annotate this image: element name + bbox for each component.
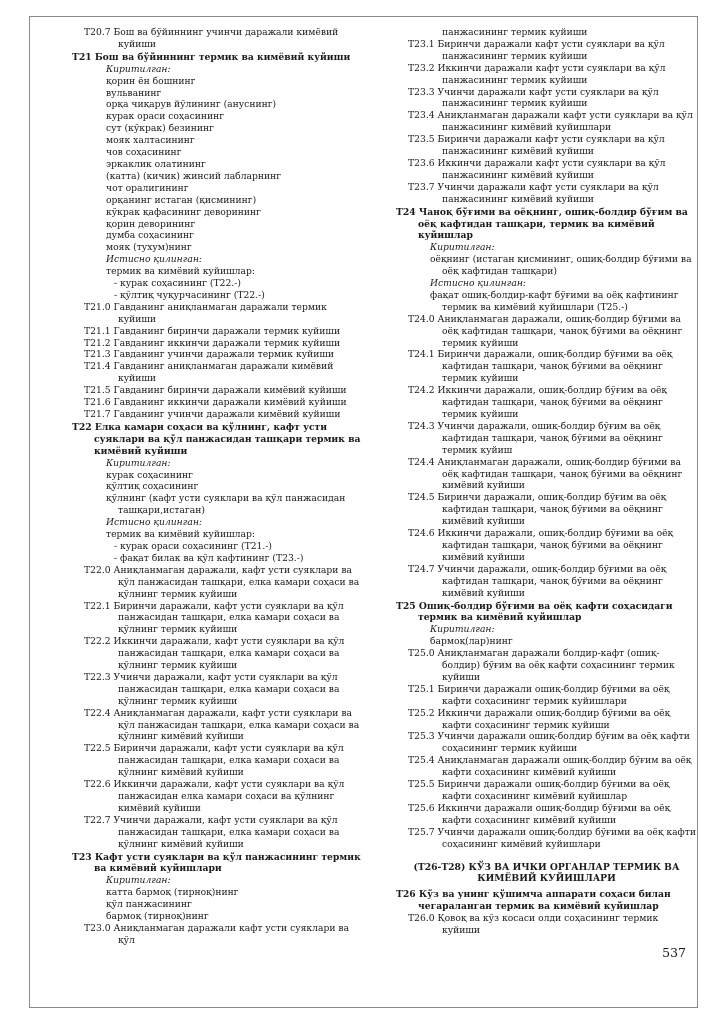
code-entry: T23.5 Биринчи даражали кафт усти суяклари ва қўл панжасининг кимёвий куйиши xyxy=(408,134,665,158)
inclusion-item: фақат ошиқ-болдир-кафт бўғими ва оёқ кафтининг термик ва кимёвий куйишлари (Т25.-) xyxy=(430,289,679,313)
inclusion-item: бармоқ (тирноқ)нинг xyxy=(106,911,209,923)
inclusion-item: термик ва кимёвий куйишлар: xyxy=(106,529,255,541)
inclusion-exclusion-label: Истисно қилинган: xyxy=(430,278,526,290)
code-entry: T22.5 Биринчи даражали, кафт усти суяклари ва қўл панжасидан ташқари, елка камари соҳаси ва қўлнинг кимёвий куйиши xyxy=(84,743,344,779)
code-entry: T26.0 Қовоқ ва кўз косаси олди соҳасининг термик куйиши xyxy=(408,913,659,937)
inclusion-item: эркаклик олатининг xyxy=(106,158,206,170)
code-entry: T24.3 Учинчи даражали, ошиқ-болдир бўғим ва оёқ кафтидан ташқари, чаноқ бўғими ва оёқнинг термик куйиш xyxy=(408,420,663,456)
inclusion-exclusion-label: Киритилган: xyxy=(430,242,495,254)
inclusion-item: кўкрак қафасининг деворининг xyxy=(106,206,261,218)
code-entry: T24.4 Аниқланмаган даражали, ошиқ-болдир бўғими ва оёқ кафтидан ташқари, чаноқ бўғими ва оёқнинг кимёвий куйиши xyxy=(408,456,683,492)
inclusion-exclusion-label: Истисно қилинган: xyxy=(106,254,202,266)
inclusion-item: қўлнинг (кафт усти суяклари ва қўл панжасидан ташқари,истаган) xyxy=(106,493,346,517)
inclusion-item: (катта) (кичик) жинсий лабларнинг xyxy=(106,170,282,182)
inclusion-item: қорин деворининг xyxy=(106,218,196,230)
code-heading: T26 Кўз ва унинг қўшимча аппарати соҳаси билан чегараланган термик ва кимёвий куйишлар xyxy=(396,889,671,913)
code-heading: T25 Ошиқ-болдир бўғими ва оёқ кафти соҳасидаги термик ва кимёвий куйишлар xyxy=(396,600,673,624)
code-heading: T21 Бош ва бўйиннинг термик ва кимёвий куйиши xyxy=(72,51,351,63)
code-entry: T21.0 Гавданинг аниқланмаган даражали термик куйиши xyxy=(84,301,327,325)
code-entry: T25.6 Иккинчи даражали ошиқ-болдир бўғими ва оёқ кафти соҳасининг кимёвий куйиши xyxy=(408,802,671,826)
inclusion-exclusion-label: Киритилган: xyxy=(106,875,171,887)
code-entry: T25.3 Учинчи даражали ошиқ-болдир бўғим ва оёқ кафти соҳасининг термик куйиши xyxy=(408,731,690,755)
code-entry: T21.2 Гавданинг иккинчи даражали термик куйиши xyxy=(84,337,341,349)
inclusion-item: термик ва кимёвий куйишлар: xyxy=(106,266,255,278)
code-entry: T25.1 Биринчи даражали ошиқ-болдир бўғими ва оёқ кафти соҳасининг термик куйишлари xyxy=(408,683,670,707)
code-heading: T23 Кафт усти суяклари ва қўл панжасининг термик ва кимёвий куйишлари xyxy=(72,851,361,875)
code-entry: T24.7 Учинчи даражали, ошиқ-болдир бўғими ва оёқ кафтидан ташқари, чаноқ бўғими ва оёқнинг кимёвий куйиши xyxy=(408,563,667,599)
code-entry: T24.6 Иккинчи даражали, ошиқ-болдир бўғими ва оёқ кафтидан ташқари, чаноқ бўғими ва оёқнинг кимёвий куйиши xyxy=(408,528,674,563)
inclusion-exclusion-label: Киритилган: xyxy=(430,624,495,636)
code-entry: T21.6 Гавданинг иккинчи даражали кимёвий куйиши xyxy=(84,397,347,409)
code-entry: T23.7 Учинчи даражали кафт усти суяклари ва қўл панжасининг кимёвий куйиши xyxy=(408,181,659,205)
code-entry: T21.7 Гавданинг учинчи даражали кимёвий куйиши xyxy=(84,409,341,420)
code-entry: T25.7 Учинчи даражали ошиқ-болдир бўғими ва оёқ кафти соҳасининг кимёвий куйишлари xyxy=(408,826,696,850)
code-entry: T24.1 Биринчи даражали, ошиқ-болдир бўғими ва оёқ кафтидан ташқари, чаноқ бўғими ва оёқнинг термик куйиши xyxy=(408,349,673,385)
inclusion-item: мояк (тухум)нинг xyxy=(106,242,192,254)
inclusion-exclusion-label: Истисно қилинган: xyxy=(106,517,202,529)
code-entry: T24.5 Биринчи даражали, ошиқ-болдир бўғим ва оёқ кафтидан ташқари, чаноқ бўғими ва оёқнинг кимёвий куйиши xyxy=(408,492,667,528)
inclusion-item: сут (кўкрак) безининг xyxy=(106,123,214,135)
code-entry: T22.6 Иккинчи даражали, кафт усти суяклари ва қўл панжасидан елка камари соҳаси ва қўлнинг кимёвий куйиши xyxy=(84,779,345,814)
inclusion-item: мояк халтасининг xyxy=(106,135,195,147)
code-entry: T24.2 Иккинчи даражали, ошиқ-болдир бўғим ва оёқ кафтидан ташқари, чаноқ бўғими ва оёқнинг термик куйиши xyxy=(408,385,667,420)
code-entry: T23.1 Биринчи даражали кафт усти суяклари ва қўл панжасининг термик куйиши xyxy=(408,38,665,62)
inclusion-item: думба соҳасининг xyxy=(106,230,194,242)
code-entry: T25.0 Аниқланмаган даражали болдир-кафт (ошиқ-болдир) бўғим ва оёқ кафти соҳасининг термик куйиши xyxy=(408,648,675,683)
inclusion-exclusion-label: Киритилган: xyxy=(106,457,171,469)
code-entry: T23.6 Иккинчи даражали кафт усти суяклари ва қўл панжасининг кимёвий куйиши xyxy=(408,157,666,181)
entry-continuation: панжасининг термик куйиши xyxy=(442,27,588,38)
left-column xyxy=(72,27,365,947)
exclusion-ref-item: - курак ораси соҳасининг (Т21.-) xyxy=(114,540,272,552)
page-number: 537 xyxy=(662,945,686,960)
code-entry: T22.2 Иккинчи даражали, кафт усти суяклари ва қўл панжасидан ташқари, елка камари соҳаси ва қўлнинг термик куйиши xyxy=(84,636,345,672)
inclusion-item: орқанинг истаган (қисмининг) xyxy=(106,194,257,206)
inclusion-item: бармоқ(лар)нинг xyxy=(430,636,513,648)
inclusion-item: курак соҳасининг xyxy=(106,469,193,481)
code-heading: T22 Елка камари соҳаси ва қўлнинг, кафт усти суяклари ва қўл панжасидан ташқари термик ва кимёвий куйиши xyxy=(72,421,361,457)
inclusion-item: қўлтиқ соҳасининг xyxy=(106,481,199,493)
code-heading: T24 Чаноқ бўғими ва оёқнинг, ошиқ-болдир бўғим ва оёқ кафтидан ташқари, термик ва кимёвий куйишлар xyxy=(396,206,688,242)
exclusion-ref-item: - фақат билак ва қўл кафтининг (Т23.-) xyxy=(114,552,304,564)
code-entry: T21.4 Гавданинг аниқланмаган даражали кимёвий куйиши xyxy=(84,361,334,385)
right-column xyxy=(396,27,697,937)
inclusion-item: қорин ён бошнинг xyxy=(106,75,196,87)
code-entry: T20.7 Бош ва бўйиннинг учинчи даражали кимёвий куйиши xyxy=(84,27,339,50)
inclusion-item: катта бармоқ (тирноқ)нинг xyxy=(106,887,239,899)
inclusion-item: оёқнинг (истаган қисмининг, ошиқ-болдир бўғими ва оёқ кафтидан ташқари) xyxy=(430,254,692,278)
exclusion-ref-item: - қўлтиқ чуқурчасининг (Т22.-) xyxy=(114,289,265,301)
code-entry: T23.2 Иккинчи даражали кафт усти суяклари ва қўл панжасининг термик куйиши xyxy=(408,62,666,86)
exclusion-ref-item: - курак соҳасининг (Т22.-) xyxy=(114,278,241,290)
inclusion-exclusion-label: Киритилган: xyxy=(106,63,171,75)
code-entry: T23.4 Аниқланмаган даражали кафт усти суяклари ва қўл панжасининг кимёвий куйишлари xyxy=(408,110,693,134)
code-entry: T22.7 Учинчи даражали, кафт усти суяклари ва қўл панжасидан ташқари, елка камари соҳаси ва қўлнинг кимёвий куйиши xyxy=(84,814,340,850)
code-entry: T25.4 Аниқланмаган даражали ошиқ-болдир бўғим ва оёқ кафти соҳасининг кимёвий куйиши xyxy=(408,755,692,779)
code-entry: T23.0 Аниқланмаган даражали кафт усти суяклари ва қўл xyxy=(84,922,350,946)
inclusion-item: вульванинг xyxy=(106,87,162,99)
code-entry: T21.3 Гавданинг учинчи даражали термик куйиши xyxy=(84,349,335,361)
code-entry: T24.0 Аниқланмаган даражали, ошиқ-болдир бўғими ва оёқ кафтидан ташқари, чаноқ бўғими ва оёқнинг термик куйиши xyxy=(408,313,683,349)
code-entry: T22.3 Учинчи даражали, кафт усти суяклари ва қўл панжасидан ташқари, елка камари соҳаси ва қўлнинг термик куйиши xyxy=(84,671,340,707)
inclusion-item: чов соҳасининг xyxy=(106,147,182,159)
code-entry: T22.1 Биринчи даражали, кафт усти суяклари ва қўл панжасидан ташқари, елка камари соҳаси ва қўлнинг термик куйиши xyxy=(84,600,344,636)
code-entry: T23.3 Учинчи даражали кафт усти суяклари ва қўл панжасининг термик куйиши xyxy=(408,86,659,110)
code-entry: T22.4 Аниқланмаган даражали, кафт усти суяклари ва қўл панжасидан ташқари, елка камари соҳаси ва қўлнинг кимёвий куйиши xyxy=(84,707,360,743)
block-heading: (Т26-Т28) КЎЗ ВА ИЧКИ ОРГАНЛАР ТЕРМИК ВА КИМЁВИЙ КУЙИШЛАРИ xyxy=(413,861,680,885)
inclusion-item: орқа чиқарув йўлининг (ануснинг) xyxy=(106,99,277,111)
code-entry: T21.1 Гавданинг биринчи даражали термик куйиши xyxy=(84,325,341,337)
code-entry: T25.5 Биринчи даражали ошиқ-болдир бўғими ва оёқ кафти соҳасининг кимёвий куйишлар xyxy=(408,779,670,802)
inclusion-item: қўл панжасининг xyxy=(106,899,192,911)
inclusion-item: чот оралигининг xyxy=(106,182,189,194)
inclusion-item: курак ораси соҳасининг xyxy=(106,111,225,123)
code-entry: T25.2 Иккинчи даражали ошиқ-болдир бўғими ва оёқ кафти соҳасининг термик куйиши xyxy=(408,707,671,731)
code-entry: T21.5 Гавданинг биринчи даражали кимёвий куйиши xyxy=(84,385,347,397)
code-entry: T22.0 Аниқланмаган даражали, кафт усти суяклари ва қўл панжасидан ташқари, елка камари соҳаси ва қўлнинг термик куйиши xyxy=(84,564,360,600)
